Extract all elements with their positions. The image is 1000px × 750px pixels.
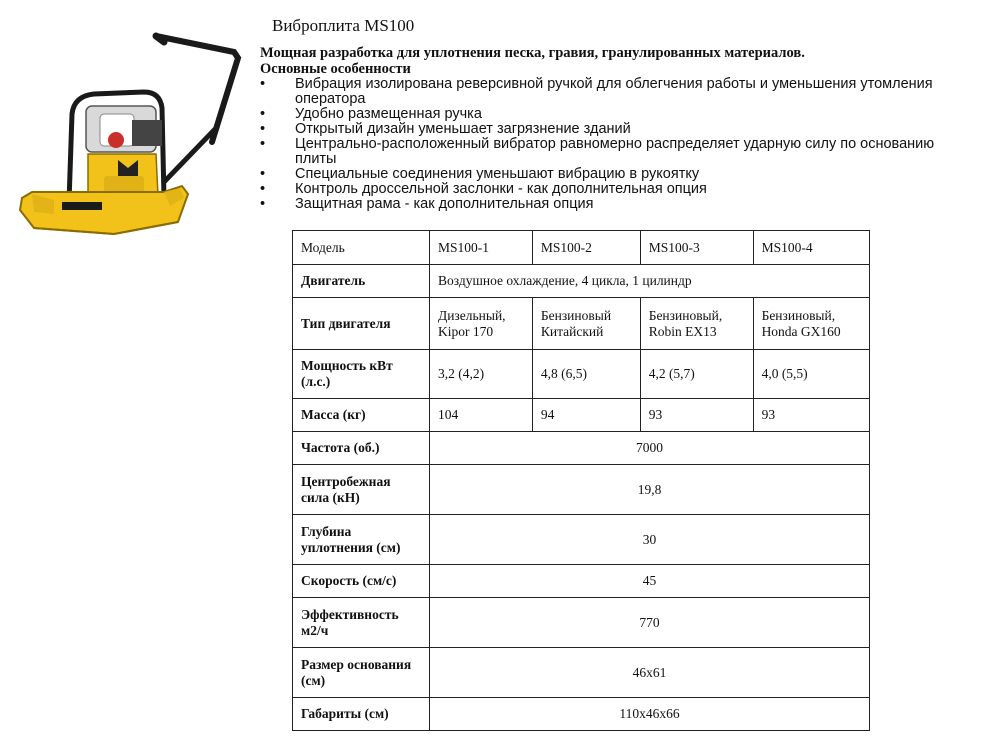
- feature-item: [260, 137, 960, 167]
- table-row: [293, 465, 870, 515]
- headline: Мощная разработка для уплотнения песка, гравия, гранулированных материалов.: [260, 45, 805, 61]
- power-cell: 4,2 (5,7): [640, 350, 753, 399]
- table-row: [293, 298, 870, 350]
- plate-compactor-image: [14, 22, 244, 244]
- feature-item: [260, 167, 960, 182]
- table-row: [293, 350, 870, 399]
- mass-cell: 94: [532, 399, 640, 432]
- mass-cell: 93: [753, 399, 869, 432]
- feature-text: Специальные соединения уменьшают вибрацию в рукоятку: [295, 166, 700, 182]
- row-value: 30: [430, 515, 870, 565]
- page-title: Виброплита MS100: [272, 16, 415, 35]
- bullet-icon: •: [260, 166, 266, 182]
- power-cell: 4,8 (6,5): [532, 350, 640, 399]
- mass-cell: 93: [640, 399, 753, 432]
- power-cell: 4,0 (5,5): [753, 350, 869, 399]
- row-value: 45: [430, 565, 870, 598]
- bullet-icon: •: [260, 136, 266, 152]
- feature-text: Контроль дроссельной заслонки - как дополнительная опция: [295, 181, 707, 197]
- engine-type-cell: Бензиновый, Robin EX13: [640, 298, 753, 350]
- model-cell: MS100-3: [640, 231, 753, 265]
- feature-text: Центрально-расположенный вибратор равномерно распределяет ударную силу по основанию плиты: [295, 136, 935, 167]
- model-cell: MS100-2: [532, 231, 640, 265]
- model-label: Модель: [293, 231, 430, 265]
- bullet-icon: •: [260, 181, 266, 197]
- table-row: [293, 432, 870, 465]
- row-label: Частота (об.): [293, 432, 430, 465]
- features-heading: Основные особенности: [260, 61, 411, 77]
- bullet-icon: •: [260, 121, 266, 137]
- mass-cell: 104: [430, 399, 533, 432]
- row-value: 110x46x66: [430, 698, 870, 731]
- engine-value: Воздушное охлаждение, 4 цикла, 1 цилиндр: [430, 265, 870, 298]
- row-label: Центробежная сила (кН): [293, 465, 430, 515]
- table-row: [293, 565, 870, 598]
- row-value: 7000: [430, 432, 870, 465]
- feature-text: Вибрация изолирована реверсивной ручкой для облегчения работы и уменьшения утомления оператора: [295, 76, 933, 107]
- feature-text: Защитная рама - как дополнительная опция: [295, 196, 594, 212]
- feature-item: [260, 77, 960, 107]
- table-row: [293, 515, 870, 565]
- power-cell: 3,2 (4,2): [430, 350, 533, 399]
- engine-type-cell: Бензиновый Китайский: [532, 298, 640, 350]
- table-row: [293, 265, 870, 298]
- bullet-icon: •: [260, 196, 266, 212]
- row-value: 19,8: [430, 465, 870, 515]
- row-value: 46x61: [430, 648, 870, 698]
- row-value: 770: [430, 598, 870, 648]
- engine-type-label: Тип двигателя: [293, 298, 430, 350]
- feature-text: Удобно размещенная ручка: [295, 106, 482, 122]
- model-cell: MS100-4: [753, 231, 869, 265]
- headline-block: [260, 45, 805, 77]
- feature-item: [260, 122, 960, 137]
- row-label: Эффективность м2/ч: [293, 598, 430, 648]
- feature-text: Открытый дизайн уменьшает загрязнение зданий: [295, 121, 631, 137]
- table-row: [293, 598, 870, 648]
- table-row: [293, 648, 870, 698]
- engine-type-cell: Бензиновый, Honda GX160: [753, 298, 869, 350]
- table-row: [293, 698, 870, 731]
- table-row: [293, 231, 870, 265]
- bullet-icon: •: [260, 106, 266, 122]
- engine-type-cell: Дизельный, Kipor 170: [430, 298, 533, 350]
- table-row: [293, 399, 870, 432]
- row-label: Глубина уплотнения (см): [293, 515, 430, 565]
- engine-label: Двигатель: [293, 265, 430, 298]
- model-cell: MS100-1: [430, 231, 533, 265]
- row-label: Габариты (см): [293, 698, 430, 731]
- power-label: Мощность кВт (л.с.): [293, 350, 430, 399]
- feature-item: [260, 182, 960, 197]
- mass-label: Масса (кг): [293, 399, 430, 432]
- feature-item: [260, 197, 960, 212]
- row-label: Размер основания (см): [293, 648, 430, 698]
- bullet-icon: •: [260, 76, 266, 92]
- feature-item: [260, 107, 960, 122]
- feature-list: [260, 77, 960, 212]
- spec-table: [292, 230, 870, 731]
- row-label: Скорость (см/с): [293, 565, 430, 598]
